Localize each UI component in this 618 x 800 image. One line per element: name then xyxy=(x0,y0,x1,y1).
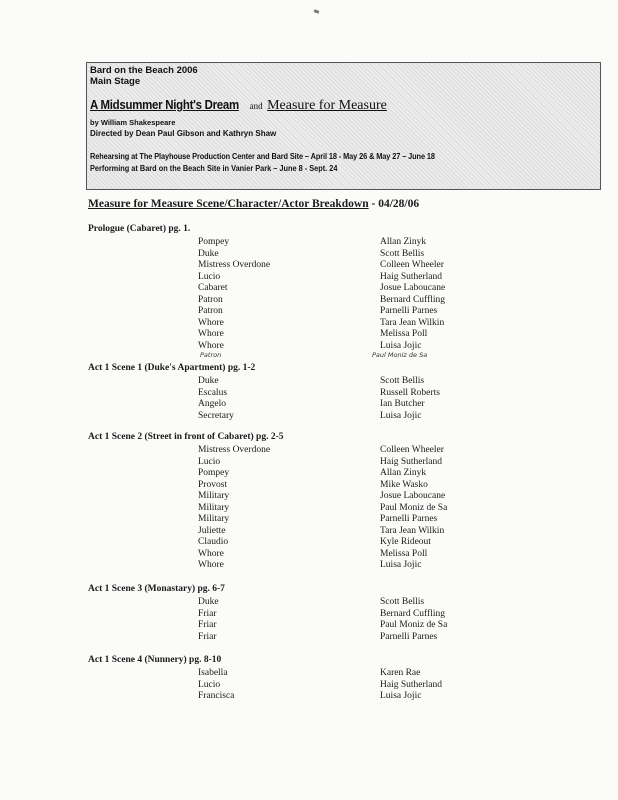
actor-cell: Allan Zinyk xyxy=(380,468,427,478)
role-cell: Whore xyxy=(198,317,224,328)
performance-line: Performing at Bard on the Beach Site in Vanier Park – June 8 - Sept. 24 xyxy=(90,164,338,173)
actor-cell: Bernard Cuffling xyxy=(380,608,445,619)
breakdown-title-text: Measure for Measure Scene/Character/Actor Breakdown xyxy=(88,198,369,210)
role-cell: Lucio xyxy=(198,679,221,690)
role-cell: Mistress Overdone xyxy=(198,260,271,270)
actor-cell: Haig Sutherland xyxy=(380,456,443,467)
role-cell: Escalus xyxy=(198,387,228,398)
actor-cell: Scott Bellis xyxy=(380,376,425,386)
role-cell: Lucio xyxy=(198,271,221,282)
title-conjunction: and xyxy=(249,101,263,111)
actor-cell: Colleen Wheeler xyxy=(380,445,444,455)
role-cell: Angelo xyxy=(198,399,226,409)
role-cell: Claudio xyxy=(198,537,229,547)
scan-mark xyxy=(314,9,320,14)
breakdown-title xyxy=(88,198,419,210)
actor-cell: Luisa Jojic xyxy=(380,691,422,701)
actor-cell: Melissa Poll xyxy=(380,329,428,339)
role-cell: Juliette xyxy=(198,525,226,536)
role-cell: Whore xyxy=(198,548,224,559)
role-cell: Secretary xyxy=(198,410,234,421)
actor-cell: Josue Laboucane xyxy=(380,491,446,501)
actor-cell: Bernard Cuffling xyxy=(380,294,445,305)
section-heading: Act 1 Scene 3 (Monastary) pg. 6-7 xyxy=(88,584,225,594)
handwritten-role: Patron xyxy=(200,351,222,359)
actor-cell: Mike Wasko xyxy=(380,479,428,490)
role-cell: Francisca xyxy=(198,691,235,701)
org-name: Bard on the Beach 2006 xyxy=(90,65,198,76)
actor-cell: Ian Butcher xyxy=(380,399,425,409)
role-cell: Military xyxy=(198,514,230,524)
role-cell: Isabella xyxy=(198,668,228,678)
actor-cell: Kyle Rideout xyxy=(380,537,431,547)
actor-cell: Parnelli Parnes xyxy=(380,514,438,524)
section-heading: Act 1 Scene 1 (Duke's Apartment) pg. 1-2 xyxy=(88,363,256,373)
role-cell: Patron xyxy=(198,306,223,316)
actor-cell: Haig Sutherland xyxy=(380,271,443,282)
actor-cell: Josue Laboucane xyxy=(380,283,446,293)
role-cell: Duke xyxy=(198,248,219,259)
directors-line: Directed by Dean Paul Gibson and Kathryn Shaw xyxy=(90,129,277,138)
role-cell: Whore xyxy=(198,329,224,339)
actor-cell: Melissa Poll xyxy=(380,548,428,559)
play-title-2: Measure for Measure xyxy=(267,98,387,113)
actor-cell: Parnelli Parnes xyxy=(380,631,438,642)
role-cell: Friar xyxy=(198,620,217,630)
actor-cell: Karen Rae xyxy=(380,668,421,678)
handwritten-actor: Paul Moniz de Sa xyxy=(372,351,428,359)
actor-cell: Parnelli Parnes xyxy=(380,306,438,316)
role-cell: Patron xyxy=(198,294,223,305)
role-cell: Friar xyxy=(198,631,217,642)
role-cell: Duke xyxy=(198,376,219,386)
actor-cell: Scott Bellis xyxy=(380,248,425,259)
actor-cell: Luisa Jojic xyxy=(380,340,422,351)
section-heading: Act 1 Scene 4 (Nunnery) pg. 8-10 xyxy=(88,655,222,665)
actor-cell: Tara Jean Wilkin xyxy=(380,317,445,328)
section-heading: Act 1 Scene 2 (Street in front of Cabaret) pg. 2-5 xyxy=(88,432,284,442)
actor-cell: Allan Zinyk xyxy=(380,237,427,247)
actor-cell: Paul Moniz de Sa xyxy=(380,620,448,630)
stage-name: Main Stage xyxy=(90,76,141,87)
actor-cell: Colleen Wheeler xyxy=(380,260,444,270)
actor-cell: Luisa Jojic xyxy=(380,410,422,421)
section-heading: Prologue (Cabaret) pg. 1. xyxy=(88,224,191,234)
actor-cell: Tara Jean Wilkin xyxy=(380,525,445,536)
role-cell: Whore xyxy=(198,560,224,570)
role-cell: Friar xyxy=(198,608,217,619)
author-line: by William Shakespeare xyxy=(90,118,176,127)
actor-cell: Scott Bellis xyxy=(380,597,425,607)
breakdown-date: - 04/28/06 xyxy=(368,198,420,210)
rehearsal-line: Rehearsing at The Playhouse Production Center and Bard Site – April 18 - May 26 & May 27 – June 18 xyxy=(90,152,435,161)
play-titles xyxy=(90,96,387,114)
role-cell: Duke xyxy=(198,597,219,607)
play-title-1: A Midsummer Night's Dream xyxy=(90,97,239,112)
role-cell: Cabaret xyxy=(198,283,228,293)
role-cell: Lucio xyxy=(198,456,221,467)
production-header xyxy=(86,62,601,190)
role-cell: Mistress Overdone xyxy=(198,445,271,455)
actor-cell: Russell Roberts xyxy=(380,387,440,398)
role-cell: Provost xyxy=(198,479,228,490)
actor-cell: Paul Moniz de Sa xyxy=(380,502,448,513)
actor-cell: Luisa Jojic xyxy=(380,560,422,570)
role-cell: Military xyxy=(198,502,230,513)
role-cell: Pompey xyxy=(198,468,230,478)
actor-cell: Haig Sutherland xyxy=(380,679,443,690)
role-cell: Pompey xyxy=(198,237,230,247)
role-cell: Military xyxy=(198,491,230,501)
role-cell: Whore xyxy=(198,340,224,351)
